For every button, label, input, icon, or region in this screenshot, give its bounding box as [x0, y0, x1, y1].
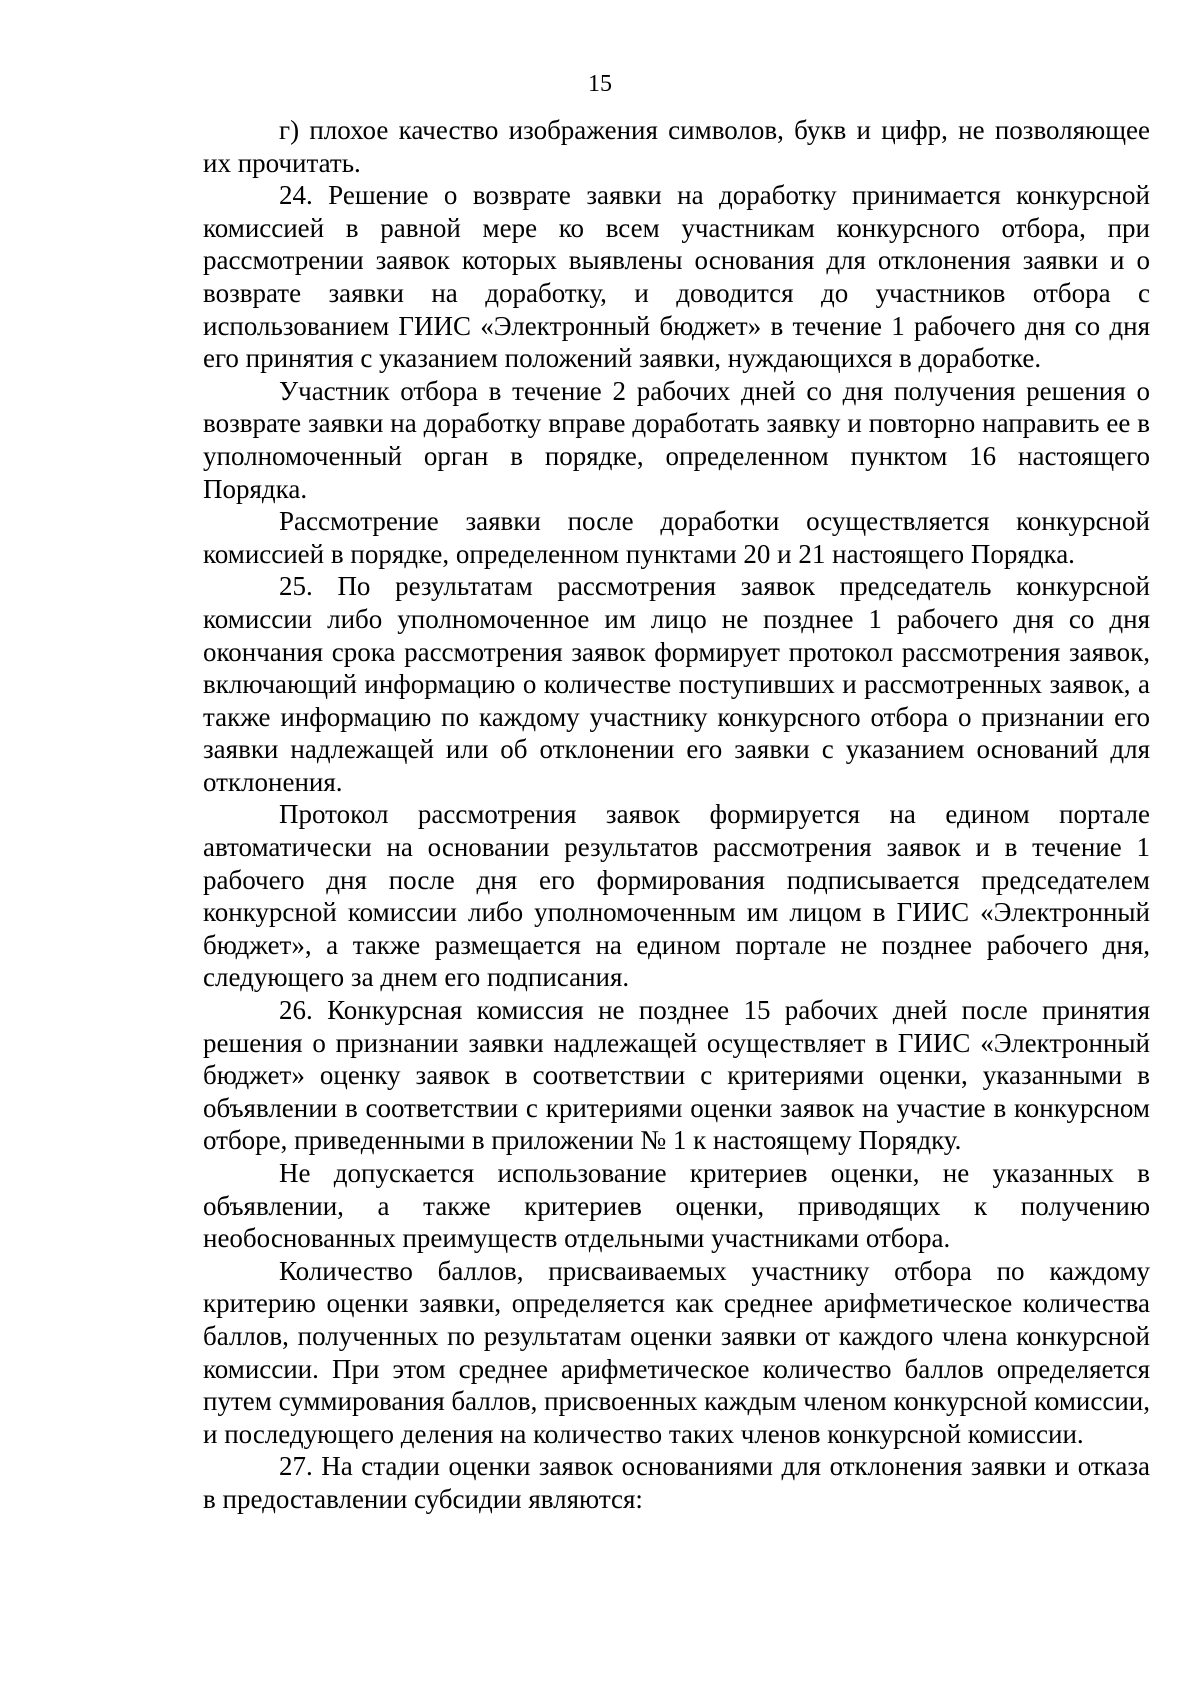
paragraph-26-scoring: Количество баллов, присваиваемых участнику отбора по каждому критерию оценки заявки, определяется как среднее арифметическое количества баллов, полученных по результатам оценки заявки от каждого члена конкурсной комиссии. При этом среднее арифметическое количество баллов определяется путем суммирования баллов, присвоенных каждым членом конкурсной комиссии, и последующего деления на количество таких членов конкурсной комиссии.	[203, 1255, 1150, 1449]
paragraph-26-criteria-restriction: Не допускается использование критериев оценки, не указанных в объявлении, а также критериев оценки, приводящих к получению необоснованных преимуществ отдельными участниками отбора.	[203, 1158, 1150, 1254]
page-number: 15	[588, 71, 612, 97]
paragraph-24-review-after-rework: Рассмотрение заявки после доработки осуществляется конкурсной комиссией в порядке, определенном пунктами 20 и 21 настоящего Порядка.	[203, 506, 1150, 569]
paragraph-24-rework: Участник отбора в течение 2 рабочих дней со дня получения решения о возврате заявки на доработку вправе доработать заявку и повторно направить ее в уполномоченный орган в порядке, определенном пунктом 16 настоящего Порядка.	[203, 375, 1150, 504]
paragraph-26: 26. Конкурсная комиссия не позднее 15 рабочих дней после принятия решения о признании заявки надлежащей осуществляет в ГИИС «Электронный бюджет» оценку заявок в соответствии с критериями оценки, указанными в объявлении в соответствии с критериями оценки заявок на участие в конкурсном отборе, приведенными в приложении № 1 к настоящему Порядку.	[203, 995, 1150, 1156]
paragraph-24: 24. Решение о возврате заявки на доработку принимается конкурсной комиссией в равной мере ко всем участникам конкурсного отбора, при рассмотрении заявок которых выявлены основания для отклонения заявки и о возврате заявки на доработку, и доводится до участников отбора с использованием ГИИС «Электронный бюджет» в течение 1 рабочего дня со дня его принятия с указанием положений заявки, нуждающихся в доработке.	[203, 180, 1150, 374]
document-body	[203, 114, 1150, 1516]
paragraph-item-g: г) плохое качество изображения символов, букв и цифр, не позволяющее их прочитать.	[203, 115, 1150, 178]
paragraph-27: 27. На стадии оценки заявок основаниями для отклонения заявки и отказа в предоставлении субсидии являются:	[203, 1451, 1150, 1514]
paragraph-25: 25. По результатам рассмотрения заявок председатель конкурсной комиссии либо уполномоченное им лицо не позднее 1 рабочего дня со дня окончания срока рассмотрения заявок формирует протокол рассмотрения заявок, включающий информацию о количестве поступивших и рассмотренных заявок, а также информацию по каждому участнику конкурсного отбора о признании его заявки надлежащей или об отклонении его заявки с указанием оснований для отклонения.	[203, 571, 1150, 797]
paragraph-25-protocol: Протокол рассмотрения заявок формируется на едином портале автоматически на основании результатов рассмотрения заявок и в течение 1 рабочего дня после дня его формирования подписывается председателем конкурсной комиссии либо уполномоченным им лицом в ГИИС «Электронный бюджет», а также размещается на едином портале не позднее рабочего дня, следующего за днем его подписания.	[203, 799, 1150, 993]
